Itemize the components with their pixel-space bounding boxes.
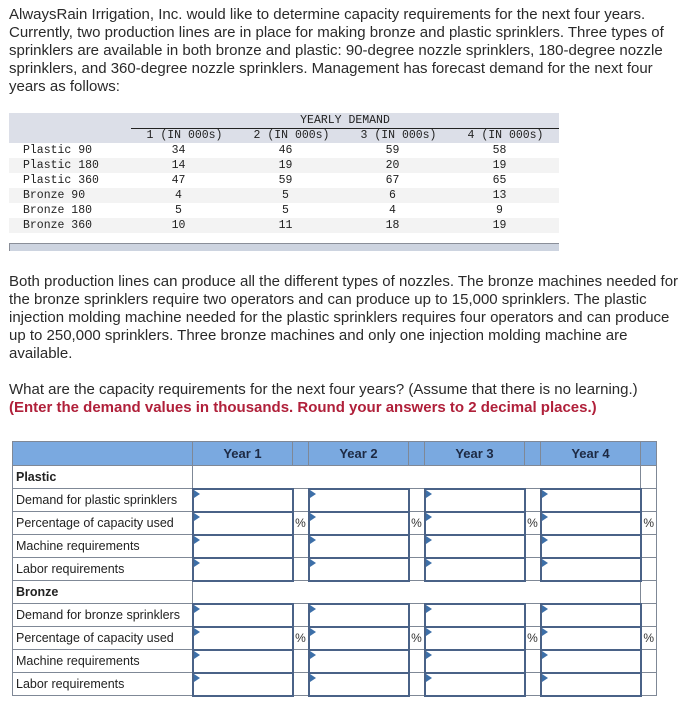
answer-input-cell[interactable] <box>309 650 409 673</box>
demand-group-header: YEARLY DEMAND <box>131 113 559 128</box>
demand-value: 19 <box>238 158 345 173</box>
answer-input-cell[interactable] <box>193 489 293 512</box>
input-marker-icon <box>426 628 432 636</box>
row-label: Demand for bronze sprinklers <box>13 604 193 627</box>
section-row <box>13 466 657 489</box>
row-label: Machine requirements <box>13 650 193 673</box>
answer-input-cell[interactable] <box>541 673 641 696</box>
answer-input-cell[interactable] <box>193 535 293 558</box>
unit-blank <box>525 604 541 627</box>
demand-row <box>9 158 559 173</box>
answer-input-cell[interactable] <box>425 512 525 535</box>
section-end-cell <box>641 581 657 604</box>
answer-input-cell[interactable] <box>309 489 409 512</box>
year-header: Year 1 <box>193 442 293 466</box>
answer-input-cell[interactable] <box>193 673 293 696</box>
unit-blank <box>641 650 657 673</box>
percent-unit: % <box>525 512 541 535</box>
section-row <box>13 581 657 604</box>
demand-row-label: Plastic 180 <box>9 158 131 173</box>
answer-input-cell[interactable] <box>425 673 525 696</box>
answer-row <box>13 673 657 696</box>
answer-input[interactable] <box>542 559 640 580</box>
instruction-text: (Enter the demand values in thousands. Round your answers to 2 decimal places.) <box>9 399 597 416</box>
answer-input[interactable] <box>310 513 408 534</box>
demand-value: 34 <box>131 143 238 158</box>
unit-blank <box>641 558 657 581</box>
demand-header-blank <box>9 128 131 143</box>
year-header: Year 4 <box>541 442 641 466</box>
input-marker-icon <box>194 490 200 498</box>
answer-input[interactable] <box>542 490 640 511</box>
answer-input-cell[interactable] <box>541 512 641 535</box>
row-label: Percentage of capacity used <box>13 512 193 535</box>
answer-input-cell[interactable] <box>309 512 409 535</box>
demand-value: 10 <box>131 218 238 233</box>
input-marker-icon <box>426 651 432 659</box>
demand-col-header: 3 (IN 000s) <box>345 128 452 143</box>
answer-table <box>12 441 657 697</box>
year-header: Year 3 <box>425 442 525 466</box>
answer-row <box>13 558 657 581</box>
unit-blank <box>525 535 541 558</box>
input-marker-icon <box>542 536 548 544</box>
demand-value: 46 <box>238 143 345 158</box>
demand-value: 5 <box>238 203 345 218</box>
input-marker-icon <box>194 605 200 613</box>
input-marker-icon <box>426 674 432 682</box>
input-marker-icon <box>194 559 200 567</box>
input-marker-icon <box>542 559 548 567</box>
answer-row <box>13 627 657 650</box>
answer-input[interactable] <box>542 651 640 672</box>
input-marker-icon <box>310 674 316 682</box>
unit-blank <box>641 489 657 512</box>
unit-blank <box>641 535 657 558</box>
demand-value: 6 <box>345 188 452 203</box>
section-end-cell <box>641 466 657 489</box>
answer-input[interactable] <box>542 674 640 695</box>
unit-blank <box>409 673 425 696</box>
demand-row-label: Plastic 360 <box>9 173 131 188</box>
unit-blank <box>293 673 309 696</box>
demand-value: 59 <box>238 173 345 188</box>
input-marker-icon <box>194 513 200 521</box>
answer-input-cell[interactable] <box>193 627 293 650</box>
answer-input-cell[interactable] <box>425 627 525 650</box>
demand-row-label: Plastic 90 <box>9 143 131 158</box>
unit-blank <box>641 673 657 696</box>
answer-input[interactable] <box>194 628 292 649</box>
percent-unit: % <box>641 627 657 650</box>
answer-input-cell[interactable] <box>541 604 641 627</box>
answer-input[interactable] <box>310 651 408 672</box>
answer-input-cell[interactable] <box>541 627 641 650</box>
question-text: What are the capacity requirements for the next four years? (Assume that there is no learning.) <box>9 381 638 398</box>
input-marker-icon <box>310 605 316 613</box>
input-marker-icon <box>194 674 200 682</box>
demand-value: 20 <box>345 158 452 173</box>
demand-table-container <box>9 113 559 251</box>
demand-col-header: 1 (IN 000s) <box>131 128 238 143</box>
input-marker-icon <box>542 513 548 521</box>
answer-input[interactable] <box>426 559 524 580</box>
answer-input[interactable] <box>194 490 292 511</box>
input-marker-icon <box>310 490 316 498</box>
demand-value: 58 <box>452 143 559 158</box>
unit-blank <box>409 489 425 512</box>
demand-value: 9 <box>452 203 559 218</box>
unit-blank <box>293 489 309 512</box>
answer-input[interactable] <box>426 651 524 672</box>
demand-row-label: Bronze 180 <box>9 203 131 218</box>
answer-input[interactable] <box>542 513 640 534</box>
input-marker-icon <box>542 628 548 636</box>
question-block <box>9 381 679 417</box>
answer-input-cell[interactable] <box>193 558 293 581</box>
answer-input-cell[interactable] <box>425 489 525 512</box>
pct-header-blank <box>409 442 425 466</box>
demand-value: 5 <box>238 188 345 203</box>
input-marker-icon <box>426 559 432 567</box>
demand-value: 18 <box>345 218 452 233</box>
demand-value: 5 <box>131 203 238 218</box>
answer-input-cell[interactable] <box>193 650 293 673</box>
unit-blank <box>525 650 541 673</box>
demand-col-header: 4 (IN 000s) <box>452 128 559 143</box>
input-marker-icon <box>310 513 316 521</box>
demand-table <box>9 113 559 233</box>
answer-input[interactable] <box>194 674 292 695</box>
answer-input[interactable] <box>310 536 408 557</box>
constraints-paragraph: Both production lines can produce all the different types of nozzles. The bronze machines needed for the bronze sprinklers require two operators and can produce up to 15,000 sprinklers. The plastic injection molding machine needed for the plastic sprinklers requires four operators and can produce up to 250,000 sprinklers. Three bronze machines and only one injection molding machine are available. <box>9 273 679 362</box>
answer-input-cell[interactable] <box>541 650 641 673</box>
answer-input-cell[interactable] <box>425 604 525 627</box>
answer-input[interactable] <box>542 628 640 649</box>
section-spacer <box>193 466 641 489</box>
percent-unit: % <box>641 512 657 535</box>
demand-value: 4 <box>131 188 238 203</box>
row-label: Percentage of capacity used <box>13 627 193 650</box>
demand-row <box>9 173 559 188</box>
row-label: Demand for plastic sprinklers <box>13 489 193 512</box>
demand-row <box>9 143 559 158</box>
demand-row <box>9 203 559 218</box>
input-marker-icon <box>310 559 316 567</box>
input-marker-icon <box>426 513 432 521</box>
answer-input[interactable] <box>310 490 408 511</box>
input-marker-icon <box>426 605 432 613</box>
section-title: Bronze <box>13 581 193 604</box>
percent-unit: % <box>525 627 541 650</box>
answer-input[interactable] <box>426 536 524 557</box>
demand-value: 59 <box>345 143 452 158</box>
answer-input[interactable] <box>194 559 292 580</box>
answer-row <box>13 512 657 535</box>
row-label: Labor requirements <box>13 673 193 696</box>
input-marker-icon <box>310 651 316 659</box>
demand-row-label: Bronze 90 <box>9 188 131 203</box>
input-marker-icon <box>194 651 200 659</box>
demand-value: 19 <box>452 218 559 233</box>
unit-blank <box>525 489 541 512</box>
demand-value: 47 <box>131 173 238 188</box>
input-marker-icon <box>542 674 548 682</box>
unit-blank <box>409 558 425 581</box>
percent-unit: % <box>293 627 309 650</box>
answer-input[interactable] <box>310 628 408 649</box>
answer-input[interactable] <box>194 513 292 534</box>
demand-value: 11 <box>238 218 345 233</box>
row-label: Labor requirements <box>13 558 193 581</box>
demand-header-blank <box>9 113 131 128</box>
pct-header-blank <box>293 442 309 466</box>
demand-row <box>9 188 559 203</box>
demand-col-header: 2 (IN 000s) <box>238 128 345 143</box>
input-marker-icon <box>542 490 548 498</box>
unit-blank <box>293 650 309 673</box>
unit-blank <box>525 673 541 696</box>
year-header: Year 2 <box>309 442 409 466</box>
answer-input[interactable] <box>426 513 524 534</box>
input-marker-icon <box>542 651 548 659</box>
intro-paragraph: AlwaysRain Irrigation, Inc. would like to determine capacity requirements for the next four years. Currently, two production lines are in place for making bronze and plastic sprinklers. Three types of sprinklers are available in both bronze and plastic: 90-degree nozzle sprinklers, 180-degree nozzle sprinklers, and 360-degree nozzle sprinklers. Management has forecast demand for the next four years as follows: <box>9 6 664 95</box>
answer-input-cell[interactable] <box>309 673 409 696</box>
answer-row <box>13 650 657 673</box>
unit-blank <box>293 535 309 558</box>
percent-unit: % <box>409 512 425 535</box>
horizontal-scrollbar[interactable] <box>9 243 559 251</box>
answer-input[interactable] <box>194 651 292 672</box>
answer-input[interactable] <box>542 605 640 626</box>
answer-input-cell[interactable] <box>193 604 293 627</box>
input-marker-icon <box>310 536 316 544</box>
demand-value: 65 <box>452 173 559 188</box>
answer-input-cell[interactable] <box>425 650 525 673</box>
answer-input-cell[interactable] <box>425 535 525 558</box>
input-marker-icon <box>426 536 432 544</box>
demand-row-label: Bronze 360 <box>9 218 131 233</box>
answer-row <box>13 535 657 558</box>
input-marker-icon <box>542 605 548 613</box>
answer-input[interactable] <box>194 536 292 557</box>
demand-value: 13 <box>452 188 559 203</box>
answer-row <box>13 604 657 627</box>
demand-value: 4 <box>345 203 452 218</box>
unit-blank <box>525 558 541 581</box>
input-marker-icon <box>310 628 316 636</box>
section-spacer <box>193 581 641 604</box>
answer-input-cell[interactable] <box>541 489 641 512</box>
answer-input[interactable] <box>194 605 292 626</box>
answer-input-cell[interactable] <box>309 535 409 558</box>
answer-input-cell[interactable] <box>193 512 293 535</box>
input-marker-icon <box>426 490 432 498</box>
row-label: Machine requirements <box>13 535 193 558</box>
unit-blank <box>293 558 309 581</box>
answer-input[interactable] <box>426 628 524 649</box>
answer-input[interactable] <box>310 559 408 580</box>
demand-value: 19 <box>452 158 559 173</box>
input-marker-icon <box>194 628 200 636</box>
section-title: Plastic <box>13 466 193 489</box>
answer-input-cell[interactable] <box>309 627 409 650</box>
answer-input-cell[interactable] <box>309 558 409 581</box>
unit-blank <box>641 604 657 627</box>
pct-header-blank <box>525 442 541 466</box>
demand-row <box>9 218 559 233</box>
percent-unit: % <box>409 627 425 650</box>
answer-input[interactable] <box>426 605 524 626</box>
answer-row <box>13 489 657 512</box>
answer-input[interactable] <box>426 674 524 695</box>
demand-value: 67 <box>345 173 452 188</box>
answer-input-cell[interactable] <box>309 604 409 627</box>
unit-blank <box>409 604 425 627</box>
answer-input[interactable] <box>310 605 408 626</box>
answer-input-cell[interactable] <box>425 558 525 581</box>
unit-blank <box>409 535 425 558</box>
demand-value: 14 <box>131 158 238 173</box>
answer-input-cell[interactable] <box>541 535 641 558</box>
answer-input[interactable] <box>426 490 524 511</box>
answer-input-cell[interactable] <box>541 558 641 581</box>
answer-input[interactable] <box>310 674 408 695</box>
unit-blank <box>293 604 309 627</box>
input-marker-icon <box>194 536 200 544</box>
pct-header-blank <box>641 442 657 466</box>
percent-unit: % <box>293 512 309 535</box>
answer-input[interactable] <box>542 536 640 557</box>
answer-header-blank <box>13 442 193 466</box>
unit-blank <box>409 650 425 673</box>
